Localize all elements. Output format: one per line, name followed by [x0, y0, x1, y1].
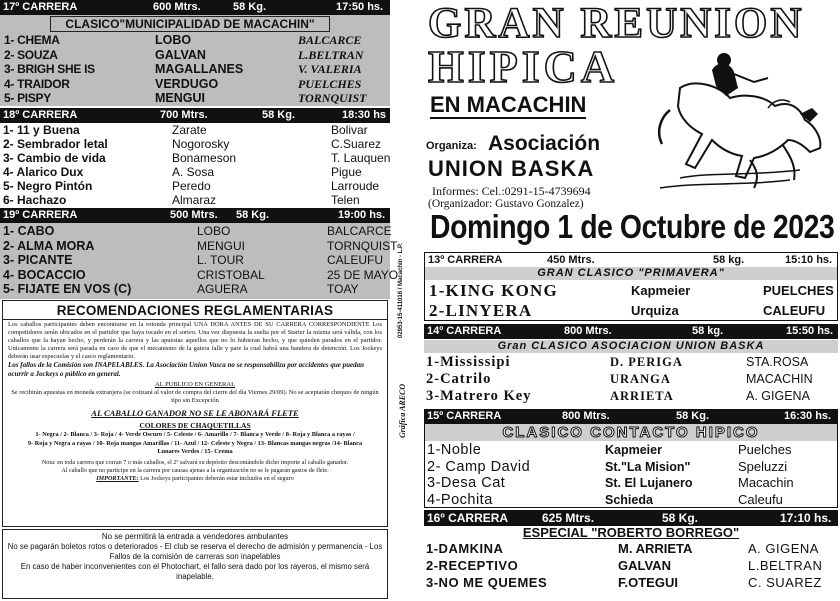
origin-name: BALCARCE: [327, 224, 392, 238]
race-number: 19º CARRERA: [3, 209, 78, 221]
rules-heading: RECOMENDACIONES REGLAMENTARIAS: [56, 303, 334, 318]
race-distance: 800 Mtrs.: [564, 325, 612, 337]
horse-name: 3- BRIGH SHE IS: [4, 62, 95, 76]
runner-row: [0, 62, 390, 77]
origin-name: 25 DE MAYO: [327, 267, 399, 282]
runner-row: [424, 557, 838, 574]
race-distance: 500 Mtrs.: [170, 209, 218, 221]
horse-name: 3- PICANTE: [3, 253, 73, 267]
horse-name: 4- Alarico Dux: [3, 165, 84, 179]
race-18-header: [0, 108, 390, 123]
origin-name: CALEUFU: [763, 303, 826, 318]
jockey-name: VERDUGO: [155, 76, 219, 91]
jockey-name: MENGUI: [197, 238, 245, 253]
race-time: 15:50 hs.: [786, 325, 834, 337]
horse-name: 2- ALMA MORA: [3, 238, 95, 253]
jockey-name: ARRIETA: [610, 389, 674, 403]
jockey-name: GALVAN: [155, 47, 206, 62]
runner-row: [425, 442, 837, 459]
left-column: [0, 0, 399, 601]
flete-note: AL CABALLO GANADOR NO SE LE ABONARÁ FLETE: [91, 408, 299, 418]
horse-name: 2- Camp David: [427, 458, 531, 475]
runner-row: [0, 179, 390, 193]
jockey-name: MAGALLANES: [155, 62, 244, 76]
jockey-name: LOBO: [155, 33, 192, 47]
important-text: Los Jockeys participantes deberán estar incluidos en el seguro: [138, 474, 294, 482]
horse-name: 3-Desa Cat: [427, 475, 506, 491]
jockey-name: Kapmeier: [631, 283, 691, 298]
horse-name: 5- PISPY: [4, 91, 51, 105]
jockey-name: MENGUI: [155, 91, 205, 105]
important-label: IMPORTANTE:: [96, 474, 139, 482]
race-16-header: [424, 510, 838, 526]
origin-name: TORNQUIST: [298, 91, 367, 105]
origin-name: Telen: [331, 193, 360, 207]
horse-name: 4- TRAIDOR: [4, 76, 70, 91]
notice-line: No se pagarán boletos rotos o deteriorados - El club se reserva el derecho de admisión y permanencia - Los Fallos de la comisión de carreras son inapelables: [7, 542, 383, 561]
runner-row: [425, 301, 837, 321]
race-17-header: [0, 0, 390, 15]
jockey-name: St. El Lujanero: [605, 476, 693, 490]
race-distance: 625 Mtrs.: [542, 511, 595, 525]
horse-name: 2- Sembrador letal: [3, 137, 108, 151]
runner-row: [0, 224, 390, 239]
jockey-name: LOBO: [197, 224, 231, 238]
race-time: 17:10 hs.: [780, 511, 832, 525]
runner-row: [0, 253, 390, 268]
jockey-name: AGUERA: [197, 282, 248, 296]
race-weight: 58 Kg.: [262, 109, 296, 121]
event-title-line2: HIPICA: [428, 41, 619, 92]
event-title-line1: GRAN REUNION: [428, 0, 805, 47]
right-column: [420, 0, 840, 601]
org-name-line2: UNION BASKA: [428, 156, 595, 181]
race-15-title: CLASICO CONTACTO HIPICO: [425, 424, 837, 441]
horse-name: 1- CABO: [3, 224, 55, 238]
origin-name: Macachin: [738, 475, 794, 490]
race-time: 16:30 hs.: [784, 410, 832, 422]
horse-name: 2-RECEPTIVO: [426, 558, 519, 573]
notice-line: No se permitirá la entrada a vendedores ambulantes: [101, 532, 289, 541]
info-phone: Informes: Cel.:0291-15-4739694: [432, 184, 591, 198]
public-heading: AL PUBLICO EN GENERAL: [154, 381, 236, 388]
race-time: 19:00 hs.: [338, 209, 386, 221]
jockey-name: Peredo: [172, 179, 211, 193]
race-distance: 600 Mtrs.: [153, 1, 201, 13]
horse-name: 2-LINYERA: [429, 301, 533, 320]
race-14-header: [424, 324, 838, 339]
rules-paragraph: Los caballos participantes deben encontrarse en la rotonda principal UNA HORA ANTES DE SU CARRERA CORRESPONDIENTE Los competidores serán ubicados en el partidor que haya tocado en el sorteo. Una vez dispuesta la suelta por el Starter la misma será válida, con los caballos que la hayan hecho, y perderán la carrera y las apuestas aquellos que no lo hubieran hecho, y que quieden parados en el partidor. Unicamente la carrera será parada en caso de que el mecanismo de la gatera falle y pare la cual habrá una bandera de detención. Los Jockeys deberán usar especuelas y el casco reglamentario.: [8, 321, 382, 360]
race-weight: 58 Kg.: [236, 209, 270, 221]
org-name-line1: Asociación: [488, 132, 601, 155]
colors-line: 9- Roja y Negra a rayas / 10- Roja mangas Amarillas / 11- Azul / 12- Celeste y Negra / 13- Blancas mangas negras /14- Blanca: [27, 439, 363, 447]
event-date: Domingo 1 de Octubre de 2023: [430, 208, 835, 245]
origin-name: MACACHIN: [746, 372, 813, 386]
race-number: 13º CARRERA: [428, 254, 503, 266]
horse-name: 4- BOCACCIO: [3, 267, 86, 282]
notice-line: En caso de haber inconvenientes con el Photochart, el fallo sera dado por los rayeros, el mismo será inapelable.: [20, 562, 370, 581]
origin-name: A. GIGENA: [748, 541, 819, 556]
rules-commission-note: Los fallos de la Comisión son INAPELABLES. La Asociación Union Vasca no se responsabiliza por accidentes que puedan ocurrir a Jockeys o público en general.: [8, 361, 365, 378]
runner-row: [424, 371, 838, 388]
print-code: 02953-15-411016 / Macachín - L.P.: [398, 243, 404, 338]
organizer-name: (Organizador: Gustavo Gonzalez): [428, 198, 584, 210]
jockey-name: St."La Mision": [605, 459, 691, 474]
print-brand-logo: [398, 383, 420, 440]
origin-name: PUELCHES: [763, 283, 834, 298]
race-19-header: [0, 208, 390, 223]
race-weight: 58 kg.: [713, 254, 745, 266]
colors-line: 1- Negra / 2- Blanca / 3- Roja / 4- Verde Oscuro / 5- Celeste / 6- Amarillo / 7- Blanca y Verde / 8- Roja y Blanca a rayas /: [35, 431, 355, 438]
runner-row: [0, 282, 390, 297]
runner-row: [0, 238, 398, 254]
race-number: 16º CARRERA: [427, 511, 509, 525]
race-14-title: Gran CLASICO ASOCIACION UNION BASKA: [424, 340, 838, 353]
horse-name: 5- Negro Pintón: [3, 179, 93, 193]
betting-note: Se recibirán apuestas en moneda extranjera (se cotizará al valor de compra del cierre del día Viernes 29/09). No se aceptarán cheques de ningún tipo sin Excepción: [11, 389, 379, 404]
horse-name: 1-KING KONG: [429, 281, 558, 300]
jockey-name: CRISTOBAL: [197, 267, 265, 282]
origin-name: C. SUAREZ: [748, 575, 822, 590]
colors-line: Lunares Verdes / 15- Crema: [157, 448, 233, 455]
jockey-name: L. TOUR: [197, 253, 244, 267]
race-weight: 58 kg.: [692, 325, 724, 337]
race-17-title: CLASICO"MUNICIPALIDAD DE MACACHIN": [50, 16, 330, 32]
race-weight: 58 Kg.: [662, 511, 699, 525]
race-14-panel: [424, 339, 838, 407]
jockey-name: Schieda: [605, 492, 653, 507]
jockey-name: Bonameson: [172, 151, 237, 165]
notice-box: [2, 529, 388, 599]
origin-name: A. GIGENA: [746, 389, 810, 403]
horse-name: 3-Matrero Key: [426, 388, 532, 404]
flete-expense-note: Al caballo que no participe en la carrera por causas ajenas a la organización no se le pagarán gastos de flete.: [61, 466, 329, 474]
runner-row: [0, 151, 390, 165]
horse-name: 1-Mississipi: [426, 354, 511, 370]
origin-name: CALEUFU: [327, 253, 384, 267]
origin-name: L.BELTRAN: [748, 558, 823, 573]
runner-row: [0, 267, 399, 283]
colors-heading: COLORES DE CHAQUETILLAS: [139, 421, 251, 430]
event-place: EN MACACHIN: [430, 92, 587, 117]
print-brand: Gráfica ARECO: [398, 383, 407, 438]
origin-name: Speluzzi: [738, 458, 788, 474]
race-13-box: [424, 252, 838, 321]
runner-row: [425, 475, 837, 492]
runner-row: [0, 33, 390, 48]
race-13-header: [425, 254, 837, 267]
horse-name: 3-NO ME QUEMES: [426, 575, 548, 590]
horse-name: 4-Pochita: [427, 491, 493, 508]
runner-row: [424, 354, 838, 371]
jockey-name: URANGA: [610, 372, 671, 386]
horse-name: 1-DAMKINA: [426, 541, 504, 556]
race-time: 18:30 hs: [342, 109, 387, 121]
horse-name: 1-Noble: [427, 442, 482, 458]
origin-name: BALCARCE: [298, 33, 362, 47]
origin-name: TORNQUIST: [327, 238, 398, 253]
origin-name: V. VALERIA: [298, 62, 362, 76]
origin-name: Caleufu: [738, 491, 783, 507]
horse-name: 1- CHEMA: [4, 33, 60, 47]
horse-jockey-illustration: [650, 48, 840, 198]
race-number: 18º CARRERA: [3, 109, 78, 121]
horse-name: 6- Hachazo: [3, 193, 67, 207]
race-13-title: GRAN CLASICO "PRIMAVERA": [425, 267, 837, 280]
horse-name: 3- Cambio de vida: [3, 151, 106, 165]
jockey-name: M. ARRIETA: [618, 541, 693, 556]
origin-name: TOAY: [327, 282, 359, 296]
jockey-name: Urquiza: [631, 303, 679, 318]
origin-name: STA.ROSA: [746, 355, 809, 369]
jockey-name: Almaraz: [172, 193, 217, 207]
runner-row: [425, 492, 837, 509]
origin-name: L.BELTRAN: [298, 47, 364, 62]
race-distance: 800 Mtrs.: [562, 410, 610, 422]
runner-row: [424, 388, 838, 405]
race-17-panel: [0, 15, 390, 106]
race-weight: 58 Kg.: [676, 410, 710, 422]
runner-row: [425, 281, 837, 301]
horse-name: 1- 11 y Buena: [3, 123, 80, 137]
race-19-panel: [0, 223, 399, 299]
jockey-name: D. PERIGA: [610, 355, 683, 369]
origin-name: Puelches: [738, 442, 792, 457]
origin-name: T. Lauquen: [331, 151, 391, 165]
race-distance: 700 Mtrs.: [160, 109, 208, 121]
jockey-name: Nogorosky: [172, 137, 230, 151]
runner-row: [0, 165, 390, 179]
origin-name: Pigue: [331, 165, 362, 179]
runner-row: [0, 91, 390, 106]
runner-row: [424, 574, 838, 591]
runner-row: [0, 137, 390, 151]
race-time: 15:10 hs.: [785, 254, 833, 266]
runner-row: [0, 123, 390, 137]
origin-name: Bolivar: [331, 123, 368, 137]
origin-name: PUELCHES: [298, 76, 362, 91]
race-number: 14º CARRERA: [427, 325, 502, 337]
origin-name: Larroude: [331, 179, 380, 193]
origin-name: C.Suarez: [331, 137, 382, 151]
rules-box: [2, 300, 388, 527]
runner-row: [425, 459, 837, 476]
race-number: 15º CARRERA: [427, 410, 502, 422]
race-18-panel: [0, 123, 390, 207]
jockey-name: F.OTEGUI: [618, 575, 678, 590]
jockey-name: GALVAN: [618, 558, 671, 573]
race-number: 17º CARRERA: [3, 1, 78, 13]
jockey-name: A. Sosa: [172, 165, 215, 179]
jockey-name: Zarate: [172, 123, 207, 137]
race-16-panel: [424, 540, 838, 600]
horse-name: 5- FIJATE EN VOS (C): [3, 282, 132, 296]
horse-name: 2- SOUZA: [4, 47, 58, 62]
runner-row: [0, 193, 390, 207]
org-label: Organiza:: [426, 140, 477, 152]
race-weight: 58 Kg.: [233, 1, 267, 13]
race-15-panel: [424, 424, 838, 508]
deposit-note: Nota: en toda carrera que corran 7 o más caballos, el 2º salvará su depósito descontándole dicho importe al caballo ganador.: [41, 458, 349, 466]
runner-row: [0, 48, 390, 63]
race-time: 17:50 hs.: [336, 1, 384, 13]
runner-row: [424, 540, 838, 557]
race-15-header: [424, 409, 838, 424]
runner-row: [0, 77, 390, 92]
race-distance: 450 Mtrs.: [547, 254, 595, 266]
jockey-name: Kapmeier: [605, 443, 662, 457]
race-16-title: ESPECIAL "ROBERTO BORREGO": [522, 525, 740, 540]
horse-name: 2-Catrilo: [426, 371, 492, 387]
